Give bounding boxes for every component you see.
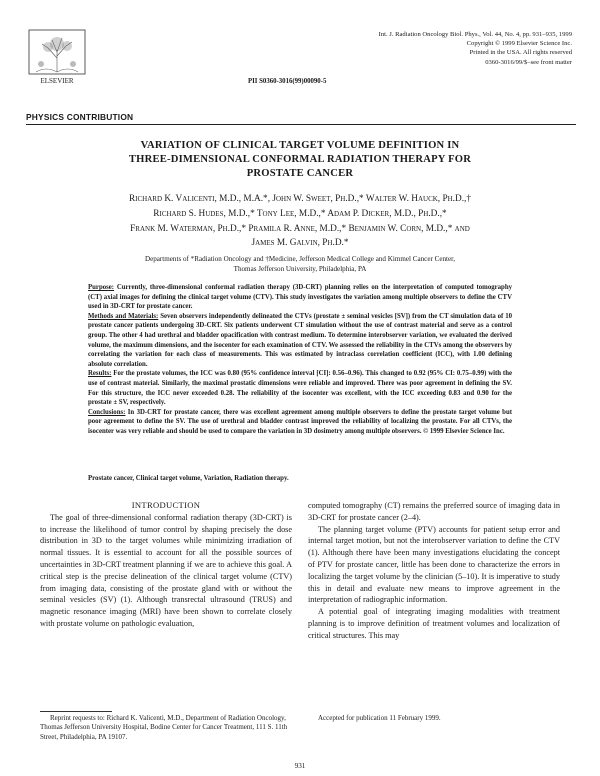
section-divider [26,124,576,125]
page-number: 931 [294,762,306,770]
abstract [88,283,512,437]
reprint-footnote [40,714,292,742]
author-list [30,192,570,251]
purpose-label: Purpose: [88,284,115,291]
conclusions-label: Conclusions: [88,408,126,416]
author-line: James M. Galvin, Ph.D.* [251,238,349,249]
abstract-purpose [88,283,512,312]
title-line: VARIATION OF CLINICAL TARGET VOLUME DEFINITION IN [140,140,460,151]
results-text: For the prostate volumes, the ICC was 0.80 (95% confidence interval [CI]: 0.56–0.96). This changed to 0.92 (95% CI: 0.75–0.99) with the use of contrast material. Similarly, the maximal prostatic dimensions were reliable and improved. There was poor agreement in defining the SV. For this structure, the ICC never exceeded 0.28. The reliability of the isocenter was excellent, with the ICC exceeding 0.83 and 0.90 for the prostate ± SV, respectively. [88,370,512,407]
body-paragraph: A potential goal of integrating imaging modalities with treatment planning is to improve definition of treatment volumes and localization of critical structures. This may [308,607,560,640]
title-line: THREE-DIMENSIONAL CONFORMAL RADIATION THERAPY FOR [128,153,472,165]
section-label: PHYSICS CONTRIBUTION [26,112,134,122]
author-line: Frank M. Waterman, Ph.D.,* Pramila R. Anne, M.D.,* Benjamin W. Corn, M.D.,* and [130,223,470,234]
copyright-notice: © 1999 Elsevier Science Inc. [423,427,505,435]
body-column-left [40,500,292,630]
keywords: Prostate cancer, Clinical target volume, Variation, Radiation therapy. [88,475,289,482]
article-title [60,139,540,180]
svg-text:ELSEVIER: ELSEVIER [40,77,74,85]
purpose-text: Currently, three-dimensional conformal radiation therapy (3D-CRT) planning relies on the interpretation of computed tomography (CT) axial images for defining the clinical target volume (CTV). This study investigates the variation among multiple observers to define the CTV used in 3D-CRT for prostate cancer. [88,284,512,311]
body-paragraph: The goal of three-dimensional conformal radiation therapy (3D-CRT) is to increase the likelihood of tumor control by shaping precisely the dose distribution in 3D to the target volumes while minimizing irradiation of normal tissues. It is essential to account for all the possible sources of uncertainties in 3D-CRT treatment planning if we are to achieve this goal. A critical step is the precise delineation of the clinical target volume (CTV) from imaging data, consisting of the prostate gland with or without the seminal vesicles (SV) (1). Although transrectal ultrasound (TRUS) and magnetic resonance imaging (MRI) have been shown to correlate closely with prostate volume on pathologic evaluation, [40,512,292,628]
journal-line: Int. J. Radiation Oncology Biol. Phys., Vol. 44, No. 4, pp. 931–935, 1999 [378,31,572,38]
affiliations [60,255,540,274]
introduction-heading: INTRODUCTION [131,500,201,510]
results-label: Results: [88,370,112,378]
author-line: Richard K. Valicenti, M.D., M.A.*, John W. Sweet, Ph.D.,* Walter W. Hauck, Ph.D.,† [128,194,472,204]
abstract-results [88,369,512,407]
abstract-methods [88,312,512,370]
body-paragraph: The planning target volume (PTV) accounts for patient setup error and internal target motion, but not the interobserver variation to define the CTV (1). Although there have been many investigations elucidating the concept of PTV for prostate cancer, little has been done to characterize the errors in localizing the target volume by the clinician (5–10). It is imperative to study this in detail and evaluate new means to improve agreement in the interpretation of radiographic information. [308,524,560,605]
reprint-text: Reprint requests to: Richard K. Valicenti, M.D., Department of Radiation Oncology, Thomas Jefferson University Hospital, Bodine Center for Cancer Treatment, 111 S. 11th Street, Philadelphia, PA 19107. [40,714,288,741]
body-column-right [308,500,560,642]
journal-line: 0360-3016/99/$–see front matter [485,58,572,66]
body-paragraph: computed tomography (CT) remains the preferred source of imaging data in 3D-CRT for prostate cancer (2–4). [308,501,560,522]
accepted-footnote: Accepted for publication 11 February 1999. [318,714,441,722]
methods-text: Seven observers independently delineated the CTVs (prostate ± seminal vesicles [SV]) from the CT simulation data of 10 prostate cancer patients undergoing 3D-CRT. Six patients underwent CT simulation without the use of contrast material and serve as a control group. The other 4 had urethral and bladder opacification with contrast medium. To determine interobserver variation, we evaluated the derived volume, the maximum dimensions, and the isocenter for each examination of CTV. We assessed the reliability in the CTVs among the observers by correlating the variation for each class of measurements. This was estimated by intraclass correlation coefficient (ICC), with 1.00 defining absolute correlation. [88,312,513,368]
affiliation-line: Thomas Jefferson University, Philadelphia, PA [233,264,367,273]
conclusions-text: In 3D-CRT for prostate cancer, there was excellent agreement among multiple observers to define the prostate target volume but poor agreement to define the SV. The use of urethral and bladder contrast improved the reliability of localizing the prostate. For all CTVs, the isocenter was very reliable and should be used to compare the variation in 3D dosimetry among multiple observers. [88,408,512,435]
journal-citation [272,30,572,67]
journal-line: Printed in the USA. All rights reserved [469,49,572,57]
journal-line: Copyright © 1999 Elsevier Science Inc. [466,40,572,48]
methods-label: Methods and Materials: [88,312,159,320]
footnote-divider [40,711,112,712]
abstract-conclusions [88,408,512,437]
affiliation-line: Departments of *Radiation Oncology and †Medicine, Jefferson Medical College and Kimmel Cancer Center, [144,255,456,263]
author-line: Richard S. Hudes, M.D.,* Tony Lee, M.D.,* Adam P. Dicker, M.D., Ph.D.,* [153,208,447,219]
title-line: PROSTATE CANCER [246,167,354,179]
pii-identifier: PII S0360-3016(99)00090-5 [248,78,327,85]
elsevier-logo [26,28,88,86]
